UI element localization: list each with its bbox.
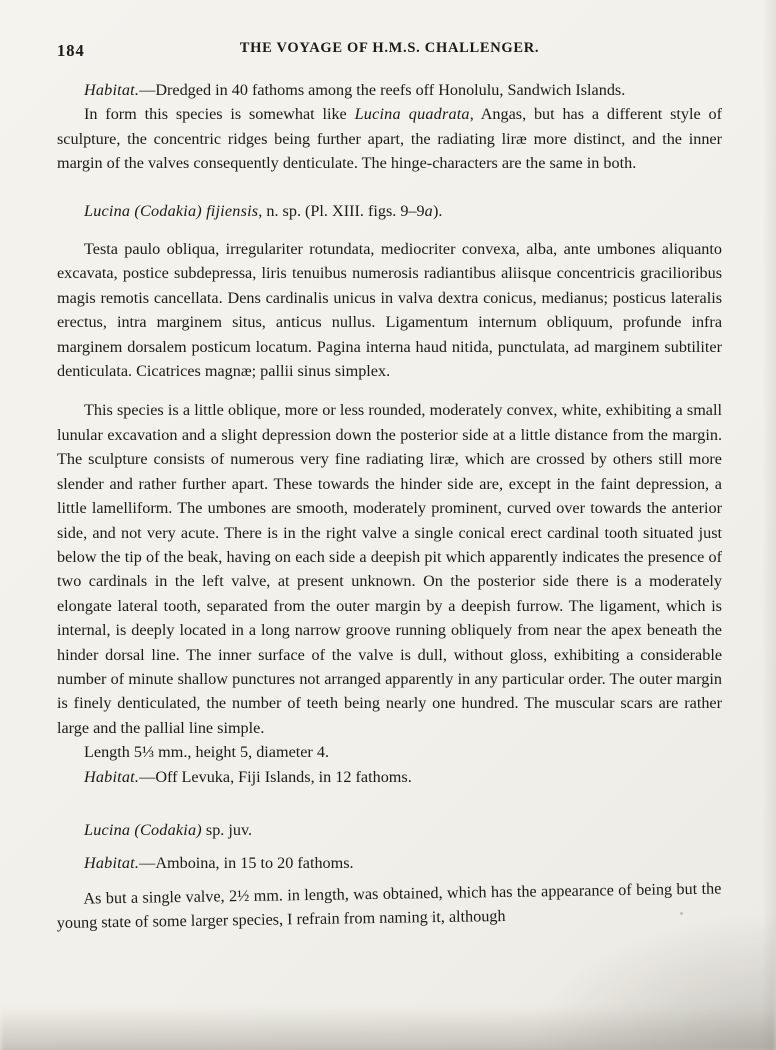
page-number: 184 xyxy=(57,41,85,60)
paragraph-english-description: This species is a little oblique, more or less rounded, moderately convex, white, exhibiting a small lunular excavation and a slight depression down the posterior side at a little distance from the margin. The sculpture consists of numerous very fine radiating liræ, which are crossed by others still more slender and rather further apart. These towards the hinder side are, except in the faint depression, a little lamelliform. The umbones are smooth, moderately prominent, curved over towards the anterior side, and not very acute. There is in the right valve a single conical erect cardinal tooth situated just below the tip of the beak, having on each side a deepish pit which apparently indicates the presence of two cardinals in the left valve, at present unknown. On the posterior side there is a moderately elongate lateral tooth, separated from the outer margin by a deepish furrow. The ligament, which is internal, is deeply located in a long narrow groove running obliquely from near the apex beneath the hinder dorsal line. The inner surface of the valve is dull, without gloss, exhibiting a considerable number of minute shallow punctures not arranged apparently in any particular order. The outer margin is finely denticulated, the number of teeth being nearly one hundred. The muscular scars are rather large and the pallial line simple. xyxy=(57,401,722,737)
paragraph-latin-diagnosis: Testa paulo obliqua, irregulariter rotundata, mediocriter convexa, alba, ante umbones aliquanto excavata, postice subdepressa, liris tenuibus numerosis radiantibus aliisque concentricis gracilioribus magis remotis cancellata. Dens cardinalis unicus in valva dextra conicus, medianus; posticus lateralis erectus, intra marginem situs, anticus nullus. Ligamentum internum obliquum, profunde infra marginem dorsalem posticum locatum. Pagina interna haud nitida, punctulata, ad marginem subtiliter denticulata. Cicatrices magnæ; pallii sinus simplex. xyxy=(57,240,722,381)
heading-species-fijiensis: Lucina (Codakia) fijiensis, n. sp. (Pl. XIII. figs. 9–9a). xyxy=(84,201,443,220)
paragraph-closing: As but a single valve, 2½ mm. in length, was obtained, which has the appearance of being but the young state of some larger species, I refrain from naming it, although xyxy=(56,879,722,933)
paragraph-habitat-honolulu: Habitat.—Dredged in 40 fathoms among the reefs off Honolulu, Sandwich Islands. xyxy=(84,81,626,99)
page-body xyxy=(57,78,722,936)
paragraph-habitat-amboina: Habitat.—Amboina, in 15 to 20 fathoms. xyxy=(84,854,354,873)
scan-bottom-shadow xyxy=(0,1006,776,1050)
running-title: THE VOYAGE OF H.M.S. CHALLENGER. xyxy=(239,40,540,56)
line-measurements: Length 5⅓ mm., height 5, diameter 4. xyxy=(84,743,330,762)
paragraph-comparison: In form this species is somewhat like Lucina quadrata, Angas, but has a different style of sculpture, the concentric ridges being further apart, the radiating liræ more distinct, and the inner margin of the valves consequently denticulate. The hinge-characters are the same in both. xyxy=(57,105,723,173)
running-head xyxy=(57,40,722,62)
paragraph-habitat-levuka: Habitat.—Off Levuka, Fiji Islands, in 12 fathoms. xyxy=(84,767,412,786)
heading-species-juv: Lucina (Codakia) sp. juv. xyxy=(84,820,253,839)
